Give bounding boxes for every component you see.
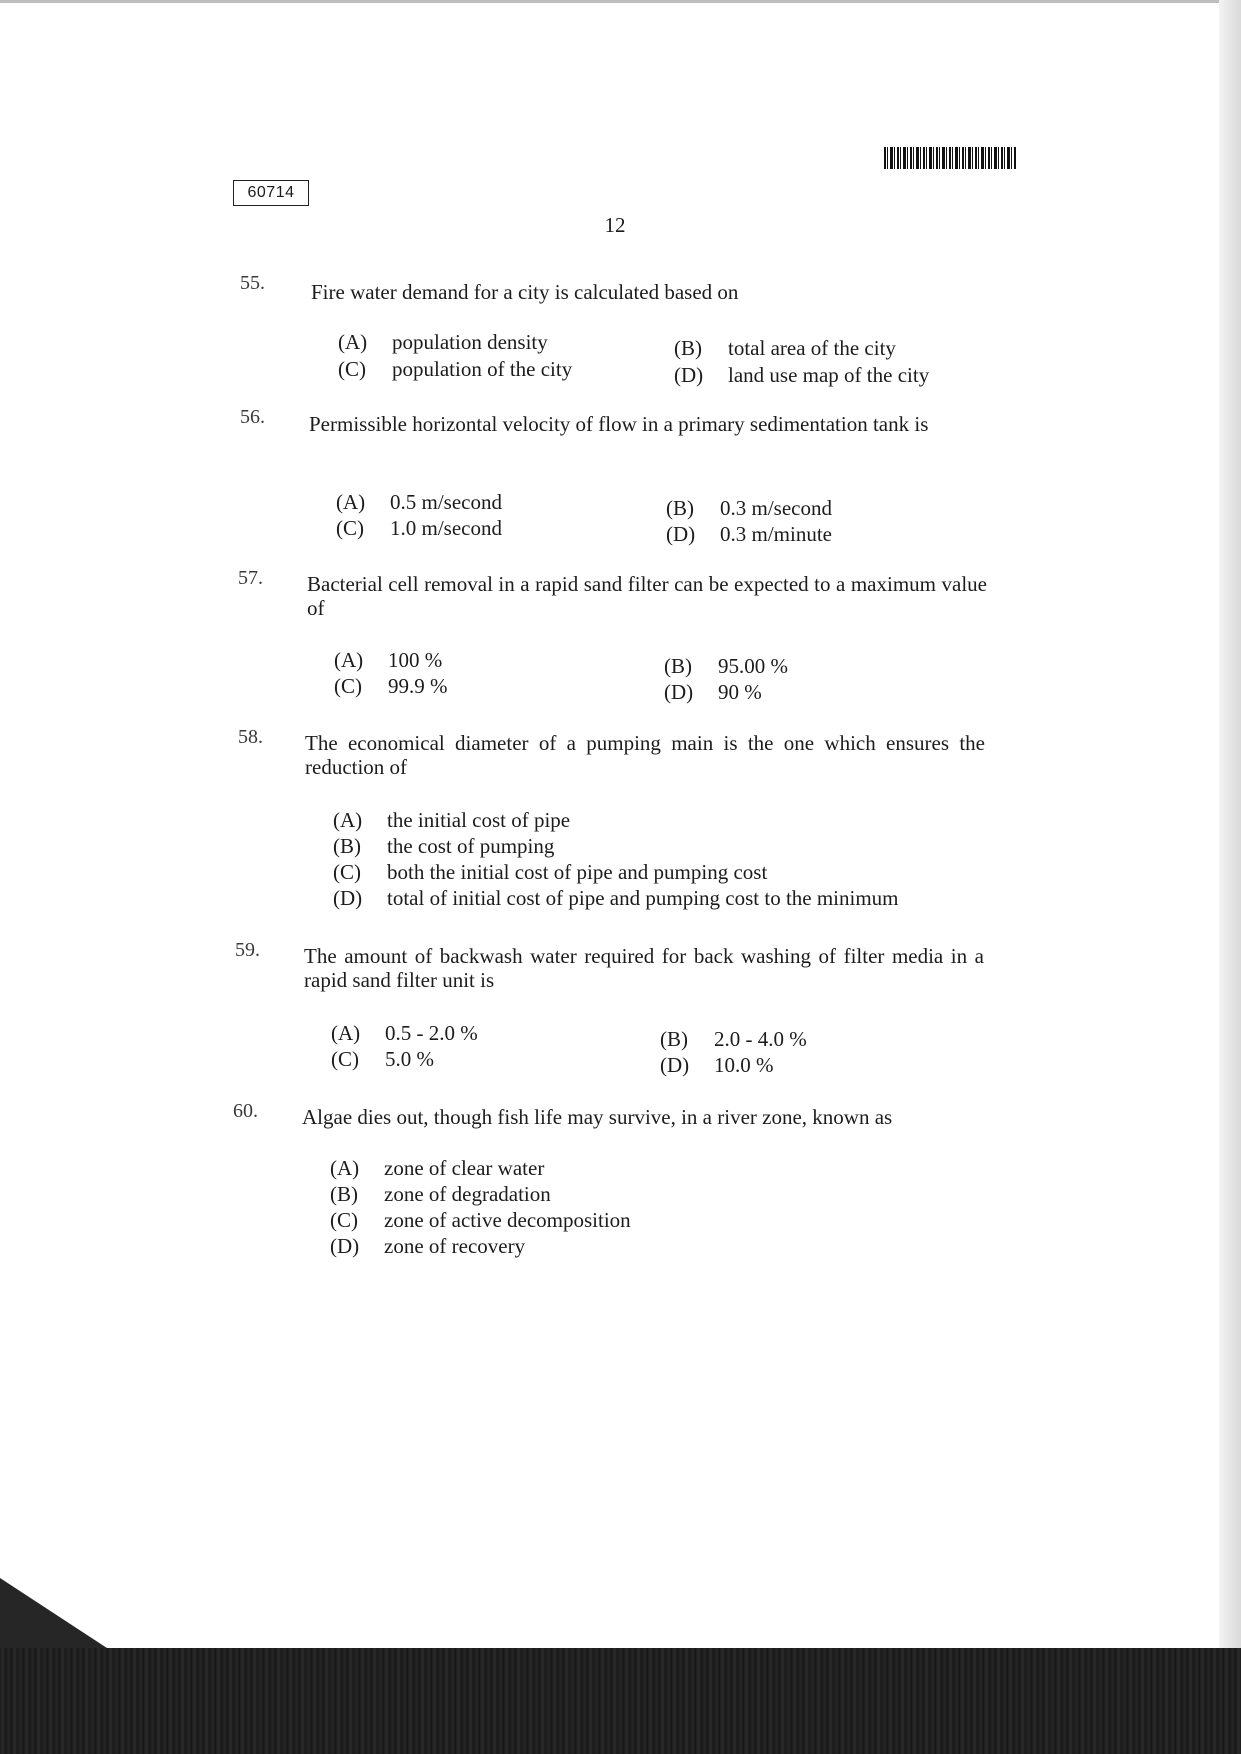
option-b: (B) 0.3 m/second (666, 496, 832, 520)
question-text: Algae dies out, though fish life may survive, in a river zone, known as (302, 1105, 893, 1129)
option-a: (A) zone of clear water (330, 1156, 545, 1180)
question-text: The amount of backwash water required for back washing of filter media in a rapid sand filter unit is (304, 944, 984, 992)
option-text: 5.0 % (385, 1047, 434, 1071)
option-a: (A) 100 % (334, 648, 443, 672)
scan-bottom-shadow (0, 1648, 1241, 1754)
option-b: (B) total area of the city (674, 336, 896, 360)
option-c: (C) zone of active decomposition (330, 1208, 631, 1232)
page-number: 12 (604, 213, 626, 237)
option-c: (C) population of the city (338, 357, 573, 381)
option-d: (D) 10.0 % (660, 1053, 774, 1077)
option-text: 90 % (718, 680, 762, 704)
option-text: 0.3 m/minute (720, 522, 832, 546)
question-number: 56. (240, 406, 265, 428)
option-d: (D) land use map of the city (674, 363, 930, 387)
option-a: (A) population density (338, 330, 548, 354)
barcode (884, 147, 1016, 169)
option-c: (C) 99.9 % (334, 674, 448, 698)
option-text: zone of clear water (384, 1156, 545, 1180)
option-d: (D) total of initial cost of pipe and pumping cost to the minimum (333, 886, 899, 910)
question-text: Fire water demand for a city is calculated based on (311, 280, 739, 304)
option-text: population density (392, 330, 548, 354)
option-text: total area of the city (728, 336, 896, 360)
option-b: (B) the cost of pumping (333, 834, 555, 858)
option-text: zone of degradation (384, 1182, 551, 1206)
option-text: total of initial cost of pipe and pumping cost to the minimum (387, 886, 899, 910)
scan-page-fold (0, 1578, 110, 1650)
option-d: (D) zone of recovery (330, 1234, 526, 1258)
question-text: The economical diameter of a pumping main is the one which ensures the reduction of (305, 731, 985, 779)
option-text: 1.0 m/second (390, 516, 502, 540)
option-d: (D) 0.3 m/minute (666, 522, 832, 546)
question-number: 59. (235, 939, 260, 961)
option-b: (B) 2.0 - 4.0 % (660, 1027, 807, 1051)
scan-edge-right (1219, 0, 1241, 1754)
question-text: Bacterial cell removal in a rapid sand filter can be expected to a maximum value of (307, 572, 987, 620)
option-text: 10.0 % (714, 1053, 774, 1077)
option-text: zone of recovery (384, 1234, 526, 1258)
question-text: Permissible horizontal velocity of flow in a primary sedimentation tank is (309, 412, 929, 436)
option-a: (A) the initial cost of pipe (333, 808, 571, 832)
option-text: the cost of pumping (387, 834, 555, 858)
option-text: 95.00 % (718, 654, 788, 678)
question-number: 58. (238, 726, 263, 748)
option-c: (C) 5.0 % (331, 1047, 434, 1071)
option-text: both the initial cost of pipe and pumping cost (387, 860, 768, 884)
option-text: 100 % (388, 648, 443, 672)
option-a: (A) 0.5 m/second (336, 490, 502, 514)
option-text: 99.9 % (388, 674, 448, 698)
option-d: (D) 90 % (664, 680, 762, 704)
option-text: 0.5 m/second (390, 490, 502, 514)
option-text: 2.0 - 4.0 % (714, 1027, 807, 1051)
option-text: the initial cost of pipe (387, 808, 571, 832)
question-number: 55. (240, 272, 265, 294)
option-b: (B) 95.00 % (664, 654, 788, 678)
option-text: population of the city (392, 357, 573, 381)
question-number: 60. (233, 1100, 258, 1122)
option-c: (C) both the initial cost of pipe and pumping cost (333, 860, 768, 884)
option-text: zone of active decomposition (384, 1208, 631, 1232)
option-c: (C) 1.0 m/second (336, 516, 502, 540)
option-text: 0.3 m/second (720, 496, 832, 520)
scan-edge-top (0, 0, 1241, 3)
paper-code-box: 60714 (233, 180, 309, 206)
option-text: 0.5 - 2.0 % (385, 1021, 478, 1045)
option-a: (A) 0.5 - 2.0 % (331, 1021, 478, 1045)
option-b: (B) zone of degradation (330, 1182, 551, 1206)
option-text: land use map of the city (728, 363, 930, 387)
question-number: 57. (238, 567, 263, 589)
